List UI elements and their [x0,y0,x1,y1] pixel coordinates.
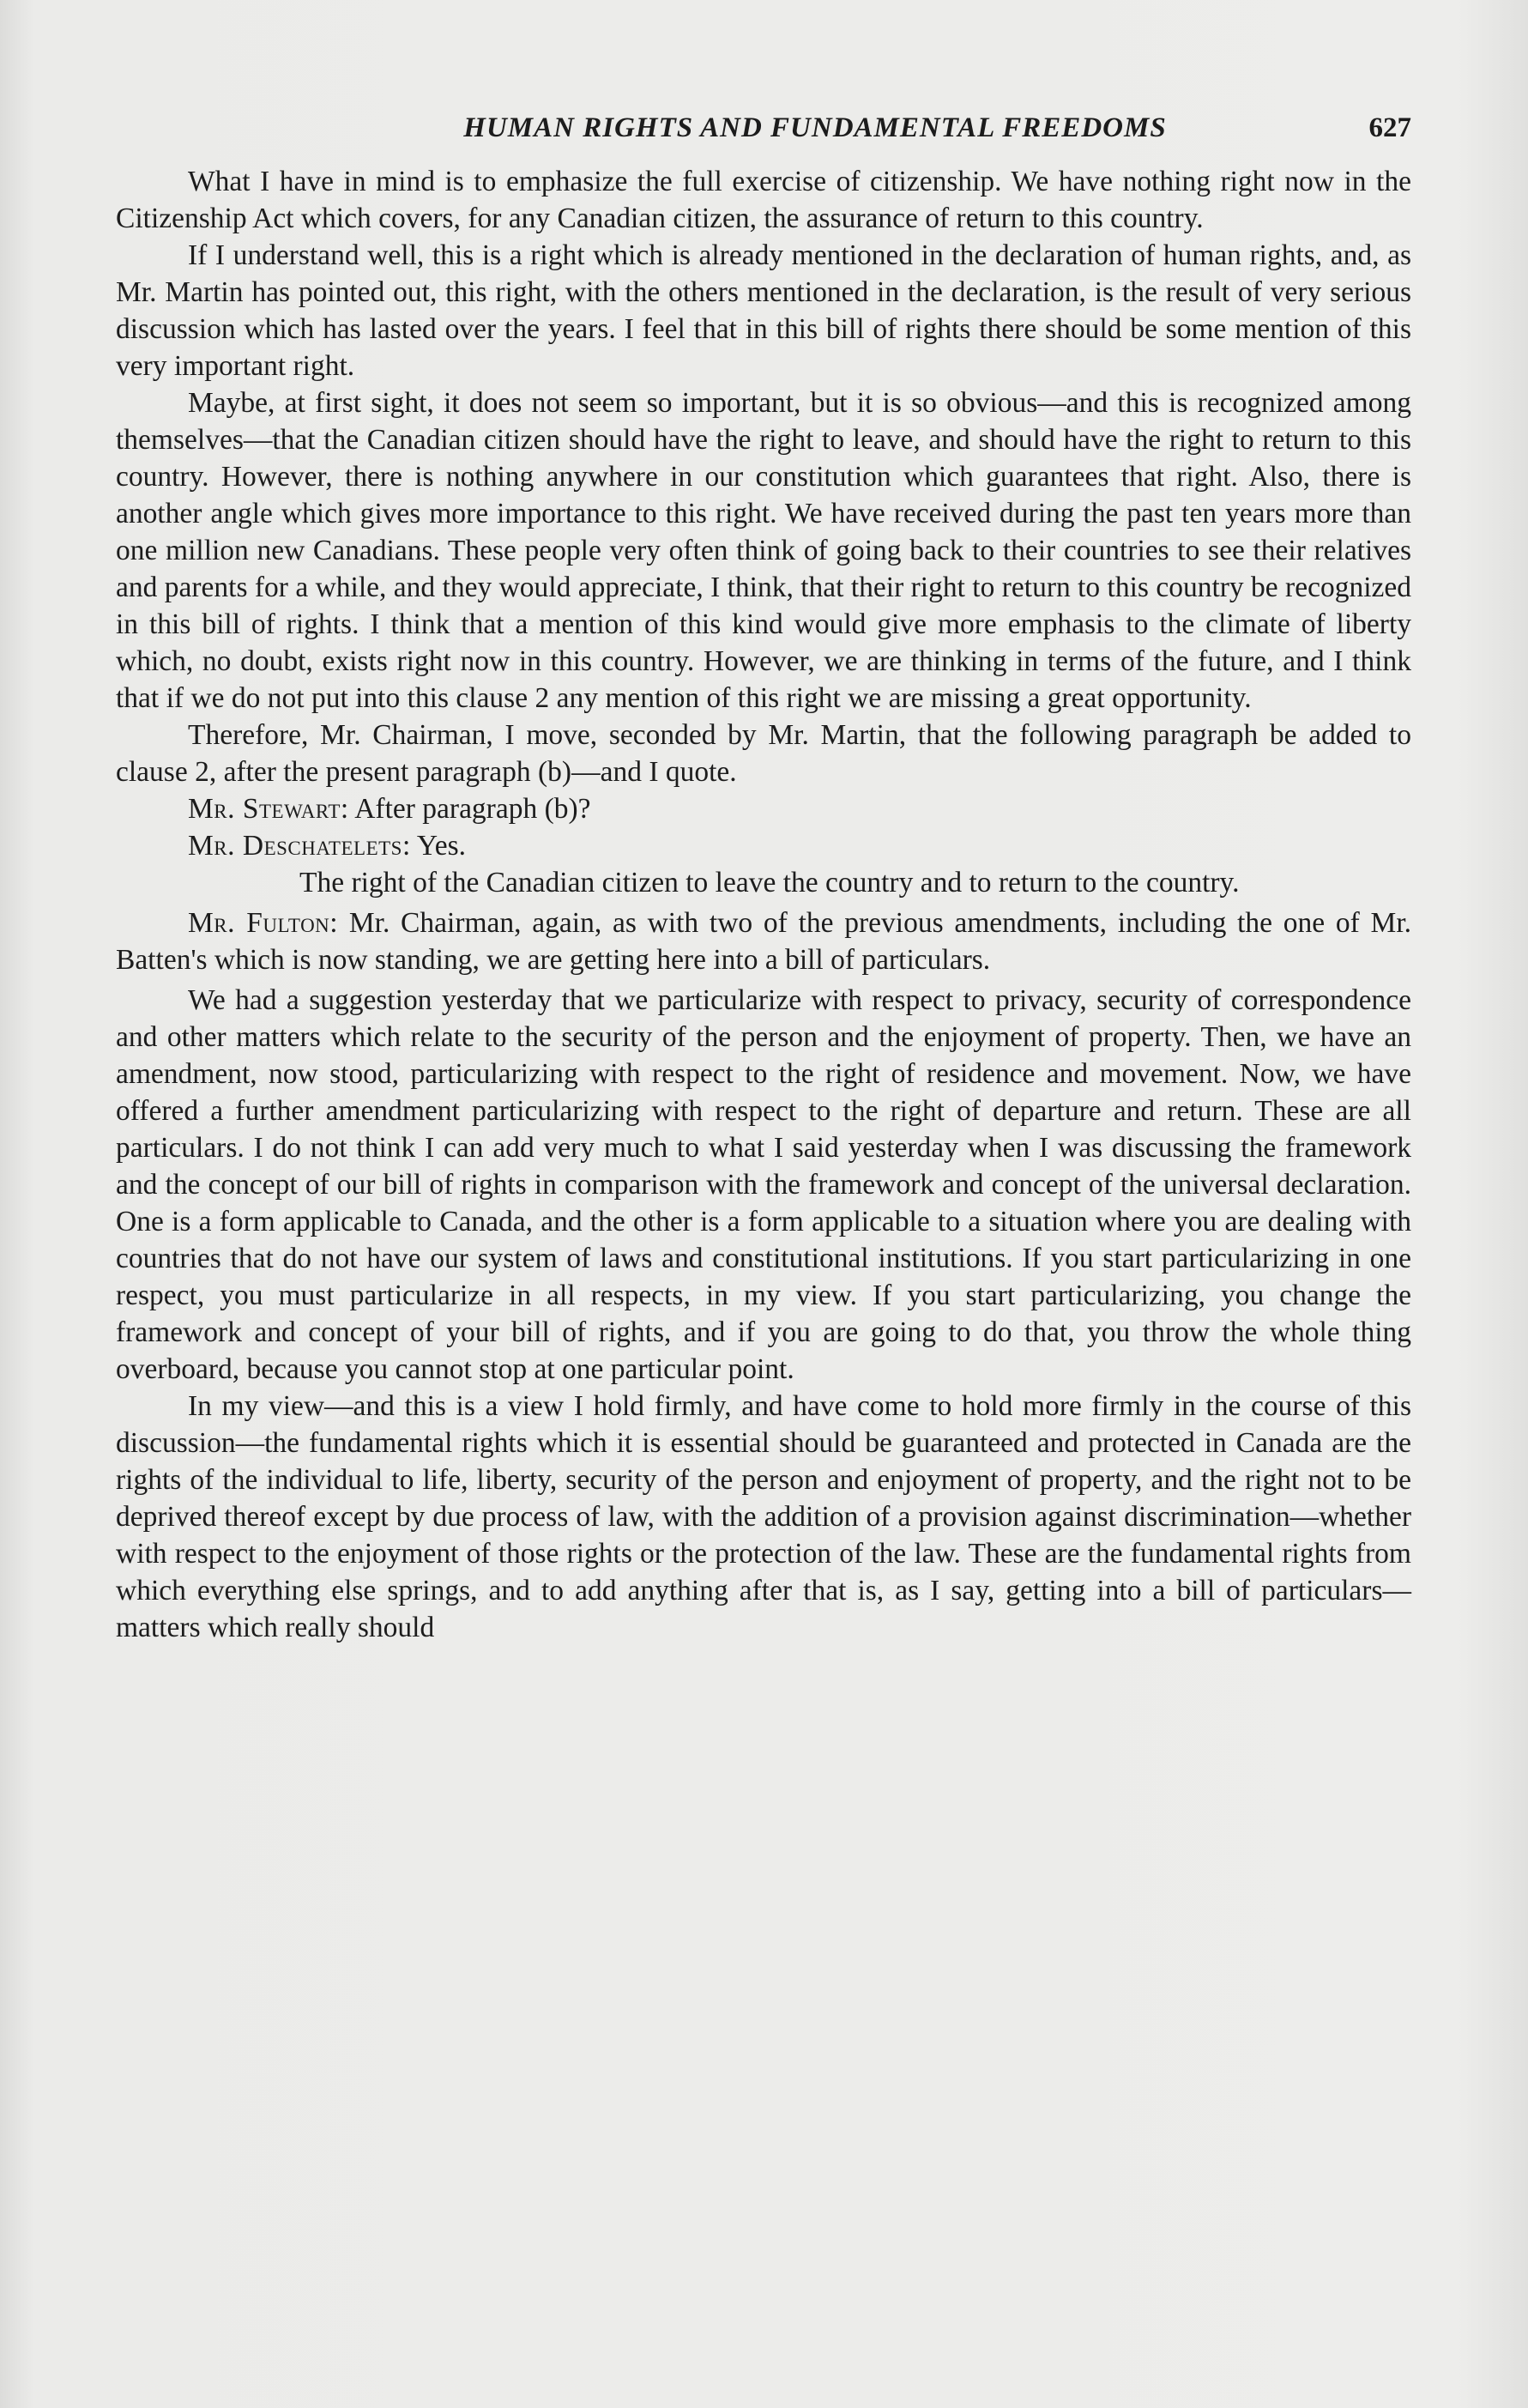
paragraph-9: In my view—and this is a view I hold firmly, and have come to hold more firmly in the course of this discussion—the fundamental rights which it is essential should be guaranteed and protected in Canada are the rights of the individual to life, liberty, security of the person and enjoyment of property, and the right not to be deprived thereof except by due process of law, with the addition of a provision against discrimination—whether with respect to the enjoyment of those rights or the protection of the law. These are the fundamental rights from which everything else springs, and to add anything after that is, as I say, getting into a bill of particulars—matters which really should [116,1390,1411,1643]
speaker-text: After paragraph (b)? [354,793,591,825]
block-quote: The right of the Canadian citizen to leave the country and to return to the country. [299,867,1240,898]
speaker-name: Mr. Stewart: [188,793,349,825]
speaker-name: Mr. Fulton: [188,907,339,939]
speaker-line-fulton [116,905,1411,978]
paragraph-4: Therefore, Mr. Chairman, I move, seconded by Mr. Martin, that the following paragraph be added to clause 2, after the present paragraph (b)—and I quote. [116,719,1411,788]
page-number: 627 [1368,112,1411,143]
page-header [116,110,1411,161]
speaker-text: Yes. [416,830,467,862]
paragraph-2: If I understand well, this is a right which is already mentioned in the declaration of human rights, and, as Mr. Martin has pointed out, this right, with the others mentioned in the declaration, is the result of very serious discussion which has lasted over the years. I feel that in this bill of rights there should be some mention of this very important right. [116,239,1411,382]
page-content [116,110,1411,1646]
paragraph-3: Maybe, at first sight, it does not seem so important, but it is so obvious—and this is recognized among themselves—that the Canadian citizen should have the right to leave, and should have the right to return to this country. However, there is nothing anywhere in our constitution which guarantees that right. Also, there is another angle which gives more importance to this right. We have received during the past ten years more than one million new Canadians. These people very often think of going back to their countries to see their relatives and parents for a while, and they would appreciate, I think, that their right to return to this country be recognized in this bill of rights. I think that a mention of this kind would give more emphasis to the climate of liberty which, no doubt, exists right now in this country. However, we are thinking in terms of the future, and I think that if we do not put into this clause 2 any mention of this right we are missing a great opportunity. [116,387,1411,714]
speaker-line-stewart [116,790,1411,827]
speaker-name: Mr. Deschatelets: [188,830,411,862]
speaker-line-deschatelets [116,827,1411,864]
running-title: HUMAN RIGHTS AND FUNDAMENTAL FREEDOMS [463,112,1167,143]
speaker-text: Mr. Chairman, again, as with two of the previous amendments, including the one of Mr. Batten's which is now standing, we are getting here into a bill of particulars. [116,907,1411,976]
paragraph-1: What I have in mind is to emphasize the full exercise of citizenship. We have nothing right now in the Citizenship Act which covers, for any Canadian citizen, the assurance of return to this country. [116,166,1411,234]
paragraph-8: We had a suggestion yesterday that we particularize with respect to privacy, security of correspondence and other matters which relate to the security of the person and the enjoyment of property. Then, we have an amendment, now stood, particularizing with respect to the right of residence and movement. Now, we have offered a further amendment particularizing with respect to the right of departure and return. These are all particulars. I do not think I can add very much to what I said yesterday when I was discussing the framework and the concept of our bill of rights in comparison with the framework and concept of the universal declaration. One is a form applicable to Canada, and the other is a form applicable to a situation where you are dealing with countries that do not have our system of laws and constitutional institutions. If you start particularizing in one respect, you must particularize in all respects, in my view. If you start particularizing, you change the framework and concept of your bill of rights, and if you are going to do that, you throw the whole thing overboard, because you cannot stop at one particular point. [116,984,1411,1385]
